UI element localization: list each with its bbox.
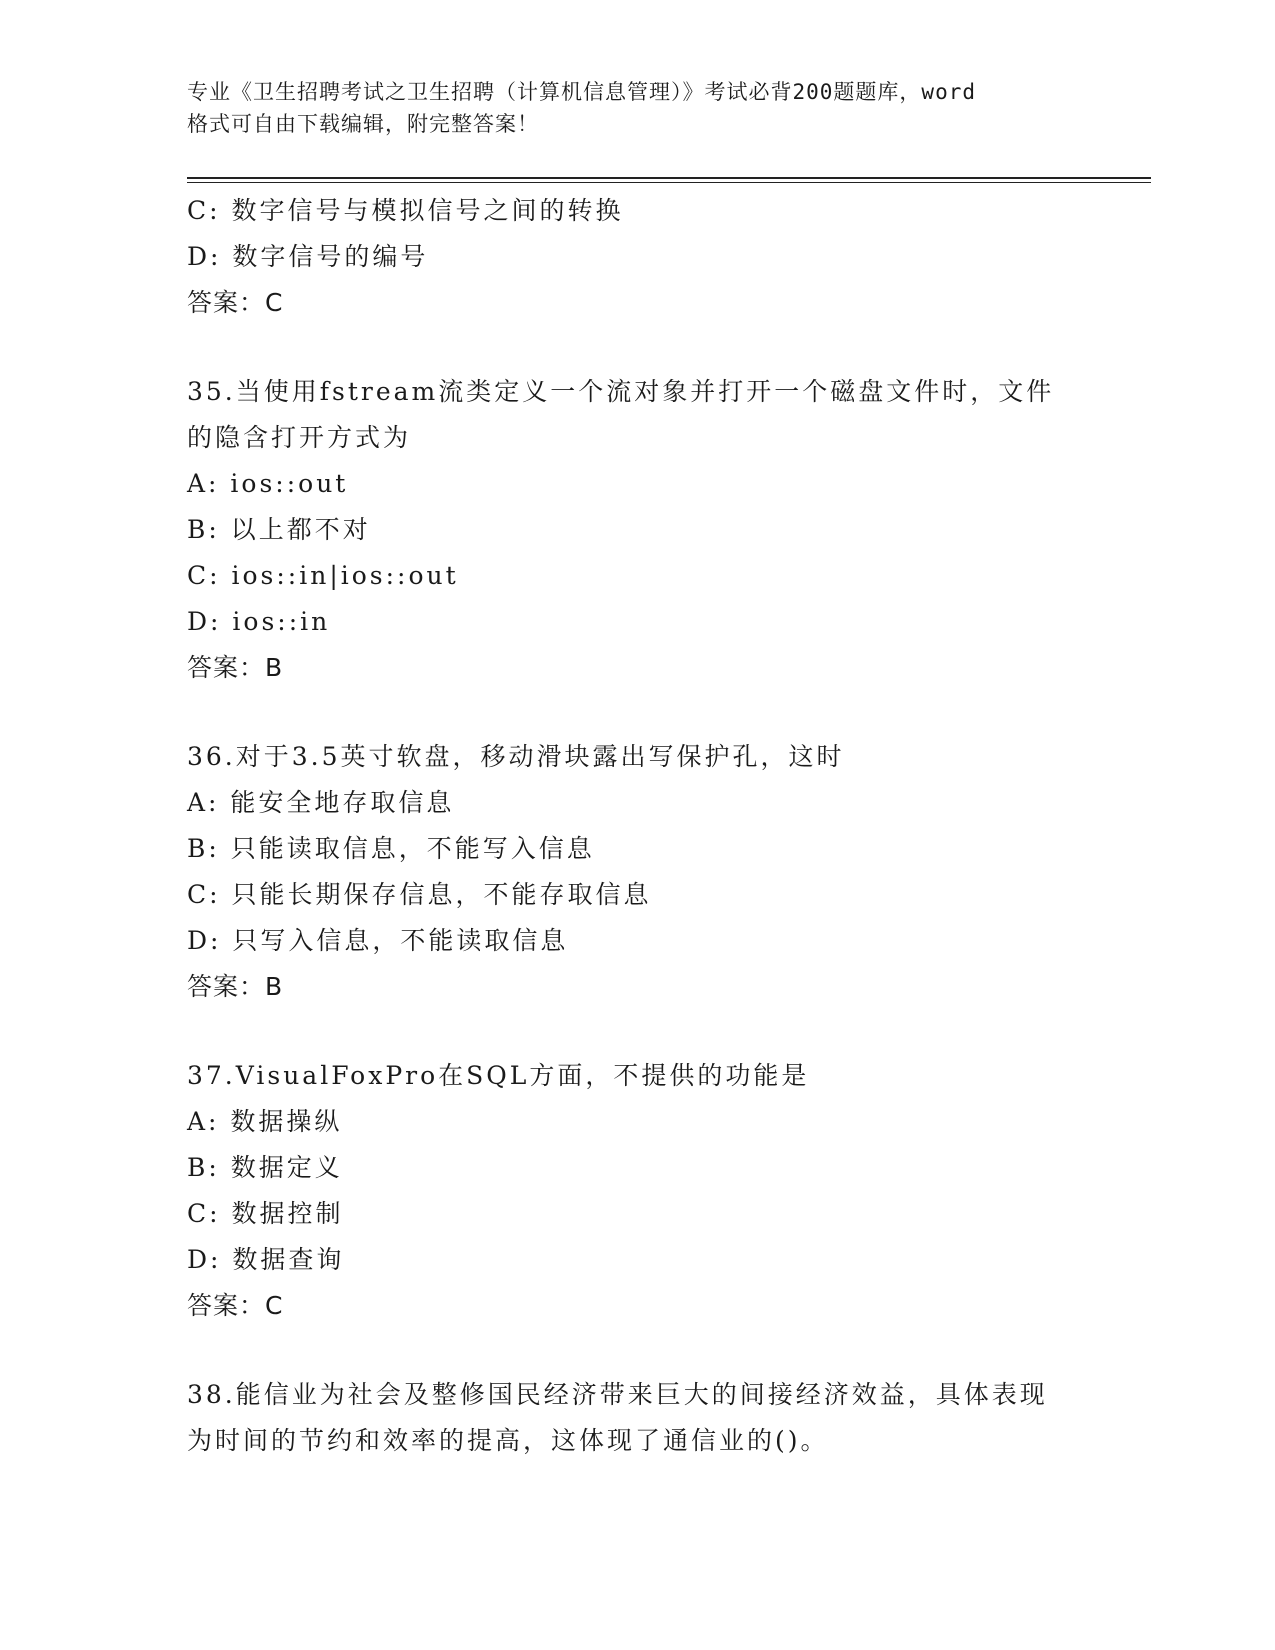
option-b: B: 只能读取信息，不能写入信息 bbox=[187, 834, 595, 863]
header-line-2: 格式可自由下载编辑，附完整答案！ bbox=[187, 112, 539, 136]
question-text-cont: 为时间的节约和效率的提高，这体现了通信业的()。 bbox=[187, 1426, 829, 1455]
question-37 bbox=[187, 1053, 1087, 1329]
question-text: 38.能信业为社会及整修国民经济带来巨大的间接经济效益，具体表现 bbox=[187, 1380, 1048, 1409]
option-c: C: ios::in|ios::out bbox=[187, 561, 459, 590]
option-a: A: 能安全地存取信息 bbox=[187, 788, 455, 817]
header-line-1: 专业《卫生招聘考试之卫生招聘（计算机信息管理）》考试必背200题题库，word bbox=[187, 80, 976, 104]
option-c: C: 只能长期保存信息，不能存取信息 bbox=[187, 880, 652, 909]
option-c: C: 数字信号与模拟信号之间的转换 bbox=[187, 196, 624, 225]
option-d: D: 只写入信息，不能读取信息 bbox=[187, 926, 569, 955]
answer-line: 答案：C bbox=[187, 1291, 284, 1320]
question-35 bbox=[187, 369, 1087, 691]
header-rule-thin bbox=[187, 182, 1151, 183]
document-body bbox=[187, 188, 1087, 1464]
option-a: A: 数据操纵 bbox=[187, 1107, 343, 1136]
option-d: D: 数字信号的编号 bbox=[187, 242, 429, 271]
question-text: 36.对于3.5英寸软盘，移动滑块露出写保护孔，这时 bbox=[187, 742, 845, 771]
option-d: D: 数据查询 bbox=[187, 1245, 345, 1274]
answer-line: 答案：C bbox=[187, 288, 284, 317]
answer-line: 答案：B bbox=[187, 653, 284, 682]
question-text: 37.VisualFoxPro在SQL方面，不提供的功能是 bbox=[187, 1061, 810, 1090]
option-d: D: ios::in bbox=[187, 607, 331, 636]
header-rule-thick bbox=[187, 177, 1151, 179]
option-b: B: 以上都不对 bbox=[187, 515, 371, 544]
question-34-tail bbox=[187, 188, 1087, 326]
question-38 bbox=[187, 1372, 1087, 1464]
answer-line: 答案：B bbox=[187, 972, 284, 1001]
question-text: 35.当使用fstream流类定义一个流对象并打开一个磁盘文件时，文件 bbox=[187, 377, 1055, 406]
option-a: A: ios::out bbox=[187, 469, 349, 498]
document-header bbox=[187, 76, 1087, 140]
question-text-cont: 的隐含打开方式为 bbox=[187, 423, 412, 452]
option-c: C: 数据控制 bbox=[187, 1199, 344, 1228]
question-36 bbox=[187, 734, 1087, 1010]
option-b: B: 数据定义 bbox=[187, 1153, 343, 1182]
